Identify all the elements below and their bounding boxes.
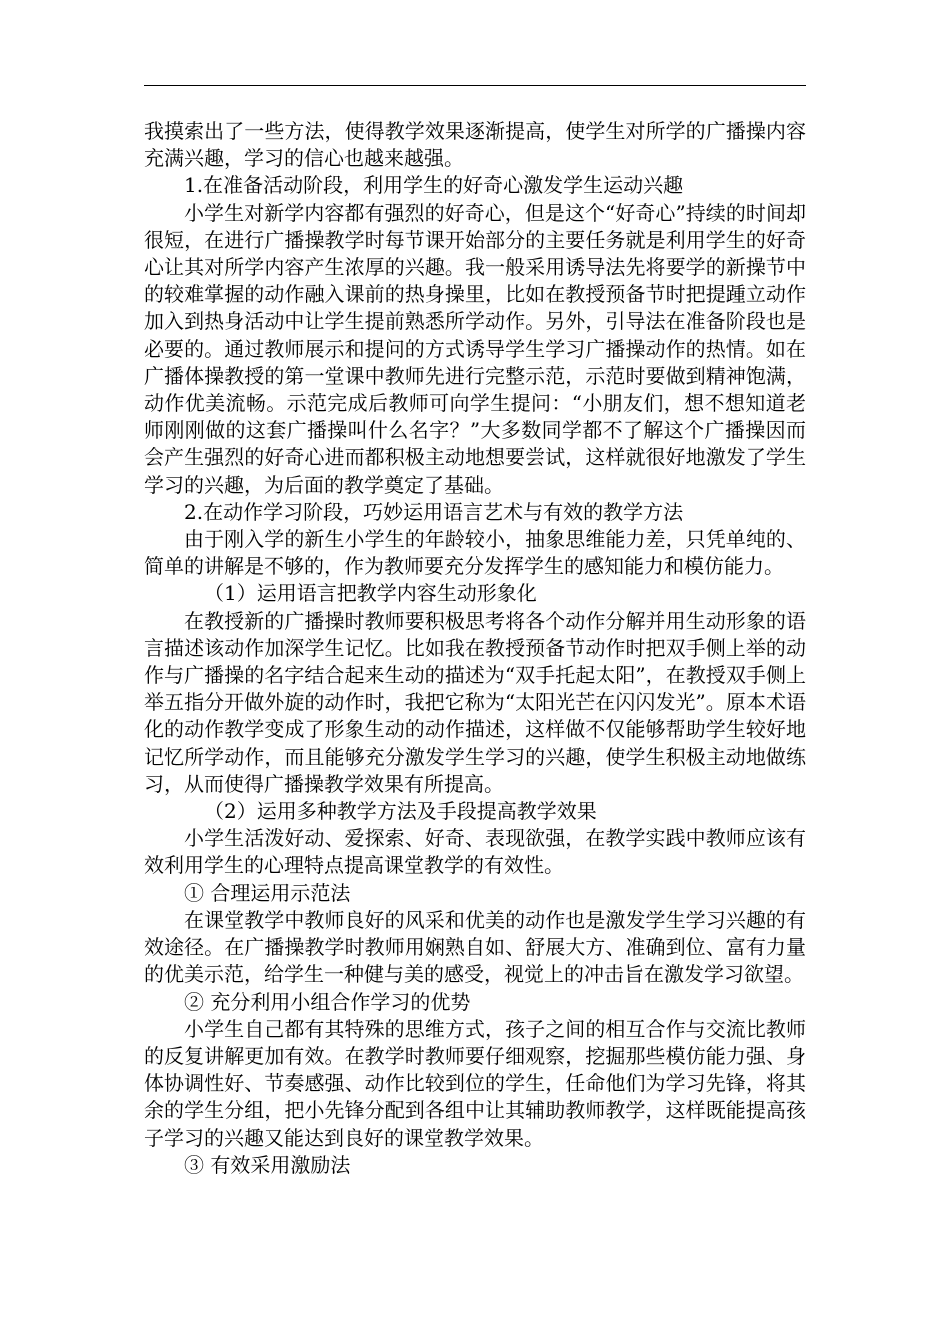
header-rule (144, 85, 806, 86)
paragraph-perception: 由于刚入学的新生小学生的年龄较小，抽象思维能力差，只凭单纯的、简单的讲解是不够的，作为教师要充分发挥学生的感知能力和模仿能力。 (144, 527, 806, 579)
paragraph-demonstration: 在课堂教学中教师良好的风采和优美的动作也是激发学生学习兴趣的有效途径。在广播操教学时教师用娴熟自如、舒展大方、准确到位、富有力量的优美示范，给学生一种健与美的感受，视觉上的冲击旨在激发学习欲望。 (144, 907, 806, 987)
item-heading-group-learning: ② 充分利用小组合作学习的优势 (184, 989, 471, 1014)
item-heading-demonstration: ① 合理运用示范法 (184, 880, 351, 905)
section-heading-2: 2.在动作学习阶段，巧妙运用语言艺术与有效的教学方法 (184, 499, 684, 524)
section-heading-1: 1.在准备活动阶段，利用学生的好奇心激发学生运动兴趣 (184, 173, 684, 198)
subsection-heading-2: （2）运用多种教学方法及手段提高教学效果 (204, 799, 597, 824)
paragraph-intro-continuation: 我摸索出了一些方法，使得教学效果逐渐提高，使学生对所学的广播操内容充满兴趣，学习的信心也越来越强。 (144, 119, 806, 171)
paragraph-curiosity: 小学生对新学内容都有强烈的好奇心，但是这个“好奇心”持续的时间却很短，在进行广播操教学时每节课开始部分的主要任务就是利用学生的好奇心让其对所学内容产生浓厚的兴趣。我一般采用诱导法先将要学的新操节中的较难掌握的动作融入课前的热身操里，比如在教授预备节时把提踵立动作加入到热身活动中让学生提前熟悉所学动作。另外，引导法在准备阶段也是必要的。通过教师展示和提问的方式诱导学生学习广播操动作的热情。如在广播体操教授的第一堂课中教师先进行完整示范，示范时要做到精神饱满，动作优美流畅。示范完成后教师可向学生提问：“小朋友们，想不想知道老师刚刚做的这套广播操叫什么名字？”大多数同学都不了解这个广播操因而会产生强烈的好奇心进而都积极主动地想要尝试，这样就很好地激发了学生学习的兴趣，为后面的教学奠定了基础。 (144, 200, 806, 497)
subsection-heading-1: （1）运用语言把教学内容生动形象化 (204, 581, 537, 606)
paragraph-language: 在教授新的广播操时教师要积极思考将各个动作分解并用生动形象的语言描述该动作加深学生记忆。比如我在教授预备节动作时把双手侧上举的动作与广播操的名字结合起来生动的描述为“双手托起太阳”，在教授双手侧上举五指分开做外旋的动作时，我把它称为“太阳光芒在闪闪发光”。原本术语化的动作教学变成了形象生动的动作描述，这样做不仅能够帮助学生较好地记忆所学动作，而且能够充分激发学生学习的兴趣，使学生积极主动地做练习，从而使得广播操教学效果有所提高。 (144, 608, 806, 796)
item-heading-incentive: ③ 有效采用激励法 (184, 1152, 351, 1177)
paragraph-methods: 小学生活泼好动、爱探索、好奇、表现欲强，在教学实践中教师应该有效利用学生的心理特点提高课堂教学的有效性。 (144, 826, 806, 878)
paragraph-group-learning: 小学生自己都有其特殊的思维方式，孩子之间的相互合作与交流比教师的反复讲解更加有效。在教学时教师要仔细观察，挖掘那些模仿能力强、身体协调性好、节奏感强、动作比较到位的学生，任命他们为学习先锋，将其余的学生分组，把小先锋分配到各组中让其辅助教师教学，这样既能提高孩子学习的兴趣又能达到良好的课堂教学效果。 (144, 1016, 806, 1150)
document-body (144, 118, 806, 1179)
